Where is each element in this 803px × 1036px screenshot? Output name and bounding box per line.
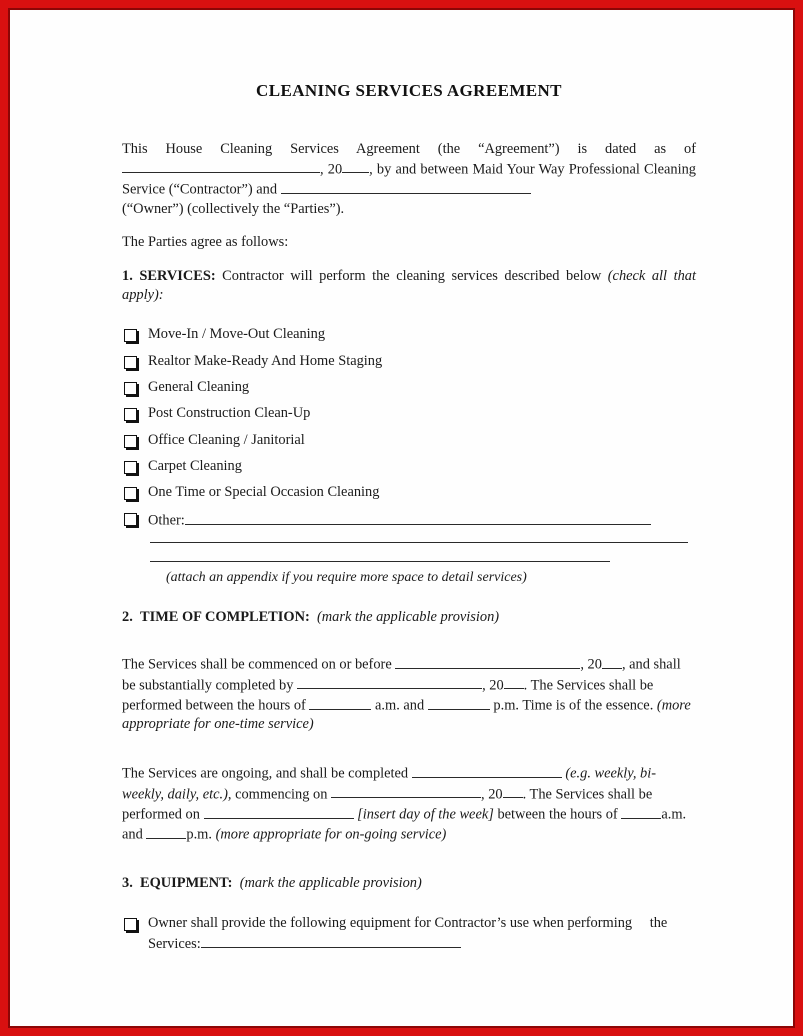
- other-service-blank-line-2[interactable]: [150, 542, 688, 543]
- service-option-label: Post Construction Clean-Up: [148, 405, 311, 422]
- ongoing-text-1: The Services are ongoing, and shall be completed: [122, 765, 409, 782]
- one-time-note: (more appropriate for one-time service): [122, 697, 691, 733]
- commence-date-blank-field[interactable]: [395, 654, 580, 669]
- service-option-label: Realtor Make-Ready And Home Staging: [148, 352, 383, 369]
- one-time-text-2: , 20: [580, 656, 602, 673]
- section-time-note: (mark the applicable provision): [316, 608, 500, 625]
- section-time-title: TIME OF COMPLETION:: [140, 608, 310, 625]
- ongoing-commence-year-blank-field[interactable]: [503, 784, 523, 799]
- spacer: [122, 640, 696, 654]
- intro-text-part3: Cleaning Service (“Contractor”) and: [122, 161, 696, 198]
- checkbox-icon[interactable]: [124, 461, 137, 474]
- completion-date-blank-field[interactable]: [297, 675, 482, 690]
- frame-inner: [10, 10, 793, 1026]
- ongoing-text-3: , commencing on: [227, 786, 328, 803]
- ongoing-start-hour-blank-field[interactable]: [621, 804, 661, 819]
- section-time-heading: [122, 608, 696, 627]
- one-time-text-1: The Services shall be commenced on or before: [122, 656, 392, 673]
- list-item[interactable]: [122, 405, 696, 422]
- list-item[interactable]: [122, 484, 696, 501]
- section-services-body-note: (check all that apply):: [122, 268, 696, 303]
- start-hour-blank-field[interactable]: [309, 695, 371, 710]
- one-time-text-5: . The Services shall be performed between the hours of: [122, 677, 654, 714]
- ongoing-text-5: . The Services shall be performed on: [122, 786, 653, 823]
- list-item[interactable]: [122, 326, 696, 343]
- ongoing-text-8: a.m. and: [122, 806, 687, 844]
- section-time-number: 2.: [122, 608, 133, 625]
- spacer: [122, 860, 696, 874]
- intro-text-part1: This House Cleaning Services Agreement (the “Agreement”) is dated as of: [122, 141, 696, 158]
- one-time-text-7: p.m. Time is of the essence.: [493, 697, 654, 714]
- date-blank-field[interactable]: [122, 159, 320, 174]
- intro-year-prefix: , 20: [320, 161, 343, 178]
- equipment-option-line2: the Services:: [148, 915, 668, 952]
- time-one-time-paragraph: [122, 654, 696, 734]
- one-time-text-6: a.m. and: [375, 697, 425, 714]
- equipment-list-blank-field[interactable]: [201, 933, 461, 948]
- list-item[interactable]: [122, 353, 696, 370]
- other-service-blank-line-3[interactable]: [150, 561, 610, 562]
- checkbox-icon[interactable]: [124, 329, 137, 342]
- ongoing-commence-date-blank-field[interactable]: [331, 784, 481, 799]
- services-checkbox-list: [122, 326, 696, 530]
- time-ongoing-paragraph: [122, 763, 696, 845]
- intro-text-part4: (“Owner”) (collectively the “Parties”).: [122, 200, 345, 217]
- checkbox-icon[interactable]: [124, 435, 137, 448]
- list-item[interactable]: [122, 379, 696, 396]
- equipment-option-line1: Owner shall provide the following equipment for Contractor’s use when performing: [148, 915, 633, 932]
- list-item[interactable]: [122, 432, 696, 449]
- spacer: [122, 588, 696, 608]
- service-option-label: Carpet Cleaning: [148, 457, 242, 474]
- document-sheet: [10, 10, 793, 1026]
- ongoing-text-7: between the hours of: [497, 806, 618, 823]
- section-equipment-title: EQUIPMENT:: [140, 874, 233, 891]
- one-time-text-4: , 20: [482, 677, 504, 694]
- list-item-other[interactable]: [122, 510, 696, 530]
- section-services-number: 1.: [122, 268, 133, 285]
- service-option-label: One Time or Special Occasion Cleaning: [148, 484, 380, 501]
- checkbox-icon[interactable]: [124, 382, 137, 395]
- owner-name-blank-field[interactable]: [281, 179, 531, 194]
- parties-agree-line: The Parties agree as follows:: [122, 234, 289, 251]
- section-equipment-heading: [122, 874, 696, 893]
- checkbox-icon[interactable]: [124, 487, 137, 500]
- appendix-note: (attach an appendix if you require more space to detail services): [166, 570, 527, 586]
- ongoing-day-note: [insert day of the week]: [357, 806, 494, 823]
- section-services-title: SERVICES:: [139, 268, 216, 285]
- service-option-other-label: Other:: [148, 513, 185, 530]
- service-option-label: General Cleaning: [148, 379, 250, 396]
- intro-text-part2: , by and between Maid Your Way Professional: [369, 161, 640, 178]
- section-equipment-number: 3.: [122, 874, 133, 891]
- checkbox-icon[interactable]: [124, 408, 137, 421]
- spacer: [122, 749, 696, 763]
- end-hour-blank-field[interactable]: [428, 695, 490, 710]
- commence-year-blank-field[interactable]: [602, 654, 622, 669]
- checkbox-icon[interactable]: [124, 356, 137, 369]
- ongoing-text-4: , 20: [481, 786, 503, 803]
- service-day-blank-field[interactable]: [204, 804, 354, 819]
- completion-year-blank-field[interactable]: [504, 675, 524, 690]
- section-services-body: Contractor will perform the cleaning services described below: [222, 268, 602, 285]
- ongoing-text-9: p.m.: [186, 827, 212, 844]
- ongoing-end-hour-blank-field[interactable]: [146, 824, 186, 839]
- document-content: [122, 80, 696, 954]
- frequency-blank-field[interactable]: [412, 763, 562, 778]
- section-services-heading: [122, 267, 696, 304]
- service-option-label: Move-In / Move-Out Cleaning: [148, 326, 326, 343]
- checkbox-icon[interactable]: [124, 918, 137, 931]
- page-title: CLEANING SERVICES AGREEMENT: [256, 81, 562, 100]
- checkbox-icon[interactable]: [124, 513, 137, 526]
- year-blank-field[interactable]: [342, 159, 369, 174]
- section-equipment-note: (mark the applicable provision): [239, 874, 422, 891]
- intro-paragraph: [122, 140, 696, 218]
- service-option-label: Office Cleaning / Janitorial: [148, 431, 305, 448]
- equipment-option[interactable]: [122, 914, 696, 953]
- ongoing-note: (more appropriate for on-going service): [215, 827, 447, 844]
- other-service-blank-field[interactable]: [185, 510, 651, 525]
- ongoing-frequency-note: (e.g. weekly, bi-weekly, daily, etc.): [122, 765, 657, 803]
- one-time-text-3: , and shall be substantially completed by: [122, 656, 681, 694]
- list-item[interactable]: [122, 458, 696, 475]
